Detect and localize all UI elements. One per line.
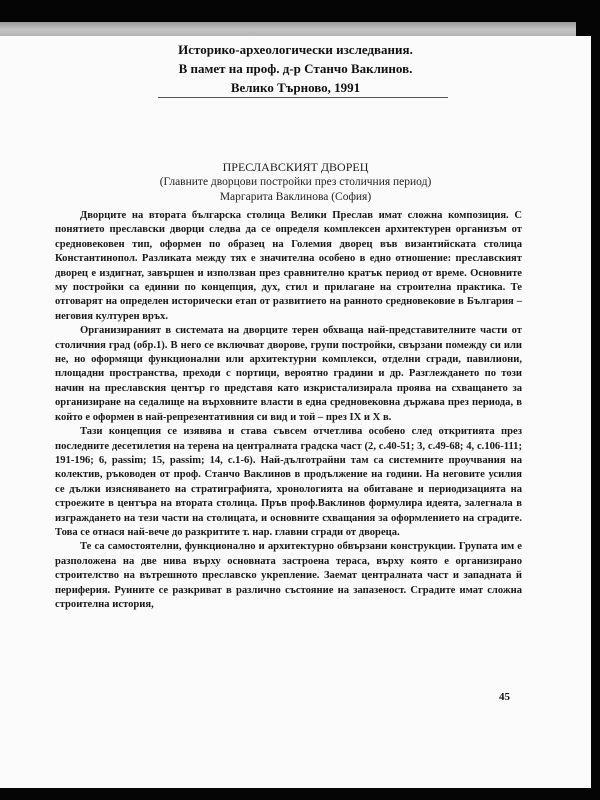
paragraph: Организираният в системата на дворците терен обхваща най-представителните части от столичния град (обр.1). В него се включват дворове, групи постройки, свързани помежду си или не, но оформящи функционални или архитектурни комплекси, отделни сгради, павилиони, площадни пространства, преходи с портици, вероятно градини и др. Разглеждането по този начин на преславския център го представя като изкристализирала проява на схващането за организиране на седалище на върховните власти в една средновековна държава през периода, в който е оформен в най-репрезентативния си вид и той – през IX и X в. [55, 325, 522, 423]
article-body [55, 209, 522, 612]
article-title: ПРЕСЛАВСКИЯТ ДВОРЕЦ [222, 160, 369, 174]
scan-edge-strip [0, 22, 576, 37]
paragraph: Дворците на втората българска столица Велики Преслав имат сложна композиция. С понятието преславски дворци следва да се определя комплексен архитектурен организъм от средновековен тип, оформен по образец на Големия дворец във византийската столица Константинопол. Разликата между тях е значителна особено в едно отношение: преславският дворец е издигнат, завършен и използван през сравнително кратък период от време. Основните му постройки са единни по концепция, дух, стил и прилагане на строителна практика. Те отговарят на определен исторически етап от развитието на ранното средновековие в България – неговия културен връх. [55, 210, 522, 322]
article-author: Маргарита Ваклинова (София) [219, 191, 372, 203]
paragraph: Тази концепция се изявява и става съвсем отчетлива особено след откритията през последните десетилетия на терена на централната градска част (2, с.40-51; 3, с.49-68; 4, с.106-111; 191-196; 6, passim; 15, passim; 14, с.1-6). Най-дълготрайни там са системните проучвания на колектив, ръководен от проф. Станчо Ваклинов в продължение на години. На неговите усилия се дължи изясняването на стратиграфията, хронологията на обитаване и периодизацията на строежите в центъра на втората столица. Пръв проф.Ваклинов формулира идеята, залегнала в изграждането на тези части на столицата, и основните схващания за оформлението на сградите. Това се отнася най-вече до разкритите т. нар. главни сгради от двореца. [55, 426, 522, 538]
header-divider [158, 97, 448, 98]
publication-header [0, 40, 591, 97]
article-heading [0, 160, 591, 205]
page-number: 45 [499, 691, 510, 703]
publication-dedication: В памет на проф. д-р Станчо Ваклинов. [178, 61, 413, 76]
paragraph: Те са самостоятелни, функционално и архитектурно обвързани конструкции. Групата им е разположена на две нива върху основната застроена тераса, върху която е организирано строителство на вътрешното преславско укрепление. Заемат централната част и западната й периферия. Руините се разкриват в различно състояние на запазеност. Сградите имат сложна строителна история, [55, 541, 522, 610]
publication-series: Историко-археологически изследвания. [178, 42, 413, 57]
article-subtitle: (Главните дворцови постройки през столичния период) [159, 176, 432, 188]
publication-place-year: Велико Търново, 1991 [230, 80, 361, 95]
